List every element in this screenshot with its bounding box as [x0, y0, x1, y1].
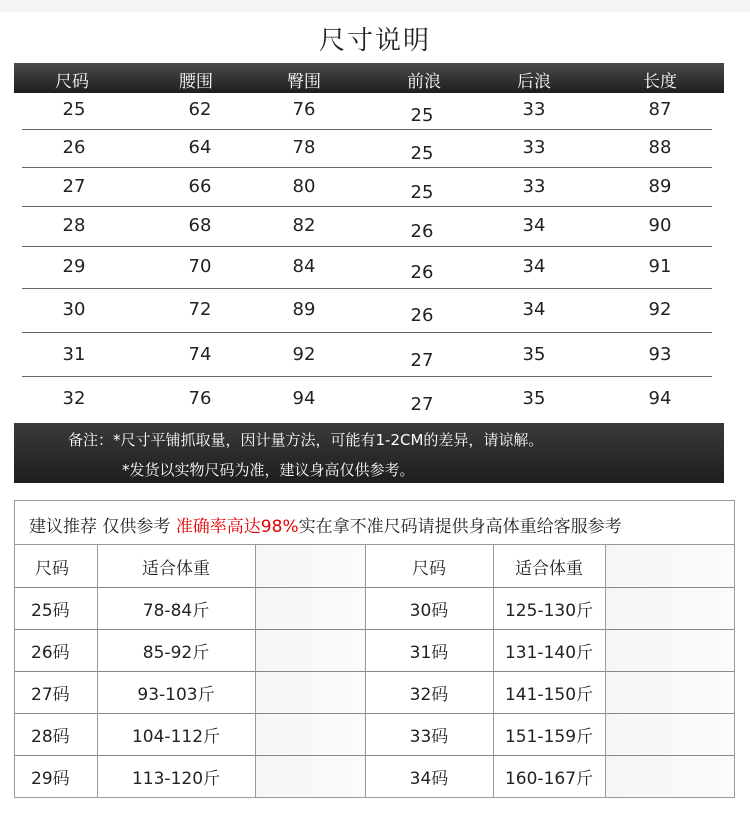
cell-front-rise: 26	[410, 262, 434, 283]
cell-front-rise: 26	[410, 305, 434, 326]
cell-waist: 70	[188, 256, 212, 277]
weight-size-cell: 25码	[31, 600, 70, 621]
weight-size-cell: 26码	[31, 642, 70, 663]
page-title: 尺寸说明	[318, 26, 431, 56]
cell-length: 89	[648, 176, 672, 197]
cell-hip: 84	[292, 256, 316, 277]
cell-waist: 62	[188, 99, 212, 120]
cell-waist: 64	[188, 137, 212, 158]
cropped-top-strip	[0, 0, 750, 12]
cell-size: 26	[62, 137, 86, 158]
cell-front-rise: 27	[410, 394, 434, 415]
size-table-row	[22, 131, 712, 168]
cell-size: 28	[62, 215, 86, 236]
cell-size: 32	[62, 388, 86, 409]
cell-length: 88	[648, 137, 672, 158]
cell-back-rise: 35	[522, 344, 546, 365]
cell-size: 30	[62, 299, 86, 320]
cell-size: 25	[62, 99, 86, 120]
weight-header-size-right: 尺码	[412, 558, 446, 579]
header-size: 尺码	[55, 72, 89, 92]
cell-hip: 76	[292, 99, 316, 120]
cell-front-rise: 26	[410, 221, 434, 242]
weight-table	[14, 544, 735, 798]
weight-header-weight-right: 适合体重	[515, 558, 583, 579]
cell-hip: 82	[292, 215, 316, 236]
note-line-1: 备注：*尺寸平铺抓取量，因计量方法，可能有1-2CM的差异，请谅解。	[68, 431, 544, 449]
header-length: 长度	[643, 72, 677, 92]
cell-waist: 74	[188, 344, 212, 365]
weight-header-size: 尺码	[35, 558, 69, 579]
cell-back-rise: 33	[522, 99, 546, 120]
header-hip: 臀围	[287, 72, 321, 92]
size-table-row	[22, 289, 712, 333]
size-table-row	[22, 207, 712, 247]
cell-length: 93	[648, 344, 672, 365]
cell-length: 90	[648, 215, 672, 236]
cell-hip: 78	[292, 137, 316, 158]
recommendation-banner	[14, 500, 735, 545]
accuracy-highlight: 准确率高达98%	[175, 517, 299, 537]
cell-back-rise: 33	[522, 176, 546, 197]
cell-size: 31	[62, 344, 86, 365]
header-front-rise: 前浪	[407, 72, 441, 92]
size-table-row	[22, 93, 712, 130]
cell-length: 92	[648, 299, 672, 320]
cell-back-rise: 33	[522, 137, 546, 158]
cell-waist: 72	[188, 299, 212, 320]
header-waist: 腰围	[179, 72, 213, 92]
size-table-row	[22, 379, 712, 420]
cell-hip: 89	[292, 299, 316, 320]
weight-size-cell: 28码	[31, 726, 70, 747]
cell-back-rise: 34	[522, 215, 546, 236]
cell-front-rise: 25	[410, 182, 434, 203]
size-table-header	[14, 63, 724, 93]
weight-header-weight: 适合体重	[142, 558, 210, 579]
weight-range-cell: 131-140斤	[504, 642, 594, 663]
weight-size-cell: 29码	[31, 768, 70, 789]
cell-size: 27	[62, 176, 86, 197]
column-divider	[605, 545, 606, 797]
size-table-row	[22, 335, 712, 377]
weight-range-cell: 141-150斤	[504, 684, 594, 705]
cell-waist: 66	[188, 176, 212, 197]
weight-range-cell: 151-159斤	[504, 726, 594, 747]
cell-waist: 76	[188, 388, 212, 409]
cell-hip: 94	[292, 388, 316, 409]
weight-size-cell: 30码	[409, 600, 449, 621]
weight-range-cell: 125-130斤	[504, 600, 594, 621]
weight-range-cell: 93-103斤	[137, 684, 215, 705]
cell-back-rise: 34	[522, 299, 546, 320]
cell-waist: 68	[188, 215, 212, 236]
notes-box	[14, 423, 724, 483]
cell-front-rise: 25	[410, 143, 434, 164]
cell-size: 29	[62, 256, 86, 277]
size-table-row	[22, 169, 712, 207]
cell-hip: 80	[292, 176, 316, 197]
note-line-2: *发货以实物尺码为准，建议身高仅供参考。	[122, 461, 415, 479]
recommendation-suffix: 实在拿不准尺码请提供身高体重给客服参考	[298, 517, 622, 537]
cell-front-rise: 25	[410, 105, 434, 126]
weight-range-cell: 160-167斤	[504, 768, 594, 789]
weight-size-cell: 32码	[409, 684, 449, 705]
cell-length: 87	[648, 99, 672, 120]
weight-range-cell: 78-84斤	[142, 600, 210, 621]
cell-hip: 92	[292, 344, 316, 365]
cell-front-rise: 27	[410, 350, 434, 371]
weight-size-cell: 33码	[409, 726, 449, 747]
size-table-row	[22, 247, 712, 289]
cell-back-rise: 34	[522, 256, 546, 277]
weight-range-cell: 104-112斤	[131, 726, 221, 747]
recommendation-text	[29, 512, 622, 537]
weight-size-cell: 27码	[31, 684, 70, 705]
weight-size-cell: 34码	[409, 768, 449, 789]
cell-length: 91	[648, 256, 672, 277]
cell-back-rise: 35	[522, 388, 546, 409]
column-divider	[255, 545, 256, 797]
recommendation-prefix: 建议推荐 仅供参考	[29, 517, 171, 537]
cell-length: 94	[648, 388, 672, 409]
weight-size-cell: 31码	[409, 642, 449, 663]
weight-range-cell: 113-120斤	[131, 768, 221, 789]
header-back-rise: 后浪	[517, 72, 551, 92]
weight-range-cell: 85-92斤	[142, 642, 210, 663]
